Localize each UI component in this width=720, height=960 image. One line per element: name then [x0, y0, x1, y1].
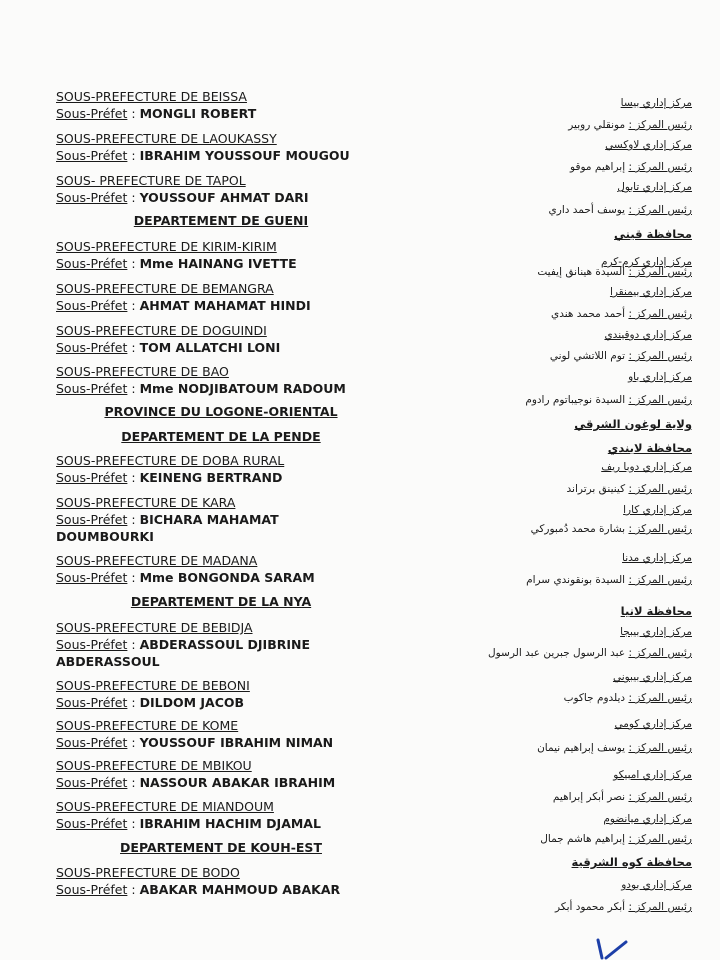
arabic-center-line	[604, 328, 692, 342]
arabic-center-name: مركز إداري تابول	[617, 181, 692, 193]
sous-prefet-line	[56, 774, 386, 791]
sous-prefet-label: Sous-Préfet	[56, 637, 128, 652]
arabic-chief-name: يوسف أحمد داري	[548, 204, 626, 216]
arabic-center-name: مركز إداري بيبوني	[612, 671, 692, 683]
separator: :	[127, 381, 140, 396]
arabic-center-line	[605, 138, 692, 152]
signature-mark	[592, 936, 652, 960]
sous-prefecture-title: SOUS-PREFECTURE DE MBIKOU	[56, 758, 252, 773]
arabic-chief-name: عبد الرسول جبرين عبد الرسول	[487, 647, 626, 659]
arabic-center-line	[621, 96, 692, 110]
separator: :	[127, 882, 140, 897]
arabic-chief-line	[567, 482, 692, 496]
sous-prefet-name: Mme NODJIBATOUM RADOUM	[139, 381, 346, 396]
arabic-chief-label: رئيس المركز :	[628, 833, 692, 845]
separator: :	[127, 340, 140, 355]
arabic-chief-name: ديلدوم جاكوب	[563, 692, 626, 704]
sous-prefet-line	[56, 734, 386, 751]
sous-prefet-line	[56, 636, 386, 653]
arabic-chief-line	[550, 349, 692, 363]
arabic-chief-label: رئيس المركز :	[628, 394, 692, 406]
arabic-chief-name: كينينق برتراند	[566, 483, 626, 495]
arabic-center-line	[601, 460, 692, 474]
arabic-center-name: مركز إداري مدنا	[622, 552, 692, 564]
sous-prefet-name: Mme HAINANG IVETTE	[139, 256, 297, 271]
sous-prefet-line	[56, 881, 386, 898]
arabic-chief-line	[537, 741, 692, 755]
separator: :	[127, 298, 140, 313]
arabic-section-header: محافظة لابندي	[607, 441, 692, 455]
sous-prefet-name: Mme BONGONDA SARAM	[139, 570, 315, 585]
sous-prefecture-title: SOUS-PREFECTURE DE BEBIDJA	[56, 620, 253, 635]
sous-prefet-label: Sous-Préfet	[56, 148, 128, 163]
arabic-center-name: مركز إداري ميانضوم	[603, 813, 692, 825]
arabic-center-line	[623, 503, 692, 517]
sous-prefet-label: Sous-Préfet	[56, 816, 128, 831]
arabic-chief-label: رئيس المركز :	[628, 742, 692, 754]
arabic-chief-label: رئيس المركز :	[628, 523, 692, 535]
section-header: DEPARTEMENT DE GUENI	[133, 213, 309, 228]
sous-prefet-label: Sous-Préfet	[56, 256, 128, 271]
sous-prefet-name: YOUSSOUF IBRAHIM NIMAN	[139, 735, 334, 750]
arabic-chief-line	[551, 307, 692, 321]
arabic-section-header: محافظة قيني	[614, 227, 692, 241]
arabic-chief-label: رئيس المركز :	[628, 692, 692, 704]
sous-prefecture-title: SOUS- PREFECTURE DE TAPOL	[56, 173, 246, 188]
arabic-center-line	[620, 625, 692, 639]
sous-prefet-name-continued: ABDERASSOUL	[56, 654, 160, 669]
sous-prefecture-title: SOUS-PREFECTURE DE BEISSA	[56, 89, 247, 104]
arabic-center-name: مركز إداري لاوكسي	[605, 139, 692, 151]
arabic-chief-line	[553, 790, 692, 804]
arabic-chief-line	[488, 646, 692, 660]
sous-prefecture-entry	[56, 238, 386, 272]
arabic-center-name: مركز إداري دوقيندي	[604, 329, 692, 341]
sous-prefecture-title: SOUS-PREFECTURE DE BEBONI	[56, 678, 250, 693]
arabic-chief-name: السيدة نوجيباتوم رادوم	[525, 394, 626, 406]
sous-prefecture-title: SOUS-PREFECTURE DE DOBA RURAL	[56, 453, 285, 468]
sous-prefecture-entry	[56, 864, 386, 898]
arabic-chief-name: نصر أبكر إبراهيم	[552, 791, 626, 803]
arabic-center-name: مركز إداري كومي	[614, 718, 692, 730]
arabic-chief-label: رئيس المركز :	[628, 161, 692, 173]
arabic-section-header: محافظة لانيا	[620, 604, 692, 618]
arabic-center-name: مركز إداري دوبا ريف	[601, 461, 692, 473]
arabic-chief-name: أبكر محمود أبكر	[554, 901, 626, 913]
section-header: DEPARTEMENT DE LA NYA	[130, 594, 312, 609]
sous-prefet-name: YOUSSOUF AHMAT DARI	[139, 190, 309, 205]
section-header: DEPARTEMENT DE LA PENDE	[121, 429, 321, 444]
arabic-chief-line	[555, 900, 692, 914]
separator: :	[127, 735, 140, 750]
sous-prefet-name: DILDOM JACOB	[139, 695, 245, 710]
sous-prefet-name: AHMAT MAHAMAT HINDI	[139, 298, 311, 313]
arabic-section-header: محافظة كوه الشرقية	[571, 855, 692, 869]
arabic-chief-line	[564, 691, 692, 705]
arabic-chief-label: رئيس المركز :	[628, 901, 692, 913]
arabic-center-line	[621, 878, 692, 892]
arabic-center-line	[613, 670, 692, 684]
arabic-chief-label: رئيس المركز :	[628, 119, 692, 131]
sous-prefecture-entry	[56, 757, 386, 791]
arabic-chief-label: رئيس المركز :	[628, 350, 692, 362]
arabic-chief-line	[526, 573, 692, 587]
sous-prefet-name: TOM ALLATCHI LONI	[139, 340, 281, 355]
sous-prefet-label: Sous-Préfet	[56, 570, 128, 585]
sous-prefet-label: Sous-Préfet	[56, 470, 128, 485]
section-header: PROVINCE DU LOGONE-ORIENTAL	[104, 404, 338, 419]
separator: :	[127, 816, 140, 831]
sous-prefecture-entry	[56, 552, 386, 586]
arabic-center-line	[617, 180, 692, 194]
sous-prefecture-title: SOUS-PREFECTURE DE MADANA	[56, 553, 258, 568]
arabic-chief-name: السيدة هينانق إيفيت	[537, 266, 626, 278]
arabic-chief-name: بشارة محمد دُمبوركي	[530, 523, 626, 535]
sous-prefet-name: MONGLI ROBERT	[139, 106, 257, 121]
arabic-center-line	[603, 812, 692, 826]
arabic-chief-label: رئيس المركز :	[628, 204, 692, 216]
sous-prefet-label: Sous-Préfet	[56, 190, 128, 205]
sous-prefet-label: Sous-Préfet	[56, 340, 128, 355]
arabic-chief-label: رئيس المركز :	[628, 791, 692, 803]
section-header: DEPARTEMENT DE KOUH-EST	[120, 840, 322, 855]
sous-prefecture-entry	[56, 494, 386, 545]
sous-prefet-label: Sous-Préfet	[56, 381, 128, 396]
separator: :	[127, 190, 140, 205]
arabic-center-name: مركز إداري بيبجا	[620, 626, 692, 638]
sous-prefet-line	[56, 297, 386, 314]
sous-prefecture-entry	[56, 130, 386, 164]
sous-prefecture-title: SOUS-PREFECTURE DE KIRIM-KIRIM	[56, 239, 277, 254]
sous-prefecture-title: SOUS-PREFECTURE DE BAO	[56, 364, 229, 379]
arabic-center-name: مركز إداري باو	[628, 371, 692, 383]
arabic-center-line	[622, 551, 692, 565]
sous-prefet-name: IBRAHIM HACHIM DJAMAL	[139, 816, 321, 831]
arabic-center-line	[613, 768, 692, 782]
arabic-chief-name: توم اللاتشي لوني	[549, 350, 626, 362]
arabic-chief-line	[531, 522, 692, 536]
arabic-center-line	[628, 370, 692, 384]
sous-prefet-name: ABAKAR MAHMOUD ABAKAR	[139, 882, 341, 897]
sous-prefet-name: BICHARA MAHAMAT	[139, 512, 279, 527]
sous-prefecture-entry	[56, 677, 386, 711]
sous-prefecture-title: SOUS-PREFECTURE DE BODO	[56, 865, 240, 880]
separator: :	[127, 637, 140, 652]
sous-prefecture-entry	[56, 452, 386, 486]
arabic-center-name: مركز إداري كرم-كرم	[600, 256, 692, 268]
arabic-chief-line	[540, 832, 692, 846]
arabic-chief-name: يوسف إبراهيم نيمان	[537, 742, 626, 754]
arabic-chief-label: رئيس المركز :	[628, 574, 692, 586]
arabic-chief-name: إبراهيم موقو	[570, 161, 626, 173]
sous-prefet-line	[56, 105, 386, 122]
arabic-chief-line	[570, 160, 692, 174]
separator: :	[127, 775, 140, 790]
sous-prefet-line	[56, 255, 386, 272]
sous-prefet-name-continued: DOUMBOURKI	[56, 529, 154, 544]
arabic-chief-name: أحمد محمد هندي	[551, 308, 626, 320]
sous-prefecture-title: SOUS-PREFECTURE DE MIANDOUM	[56, 799, 274, 814]
sous-prefecture-entry	[56, 322, 386, 356]
sous-prefet-line	[56, 469, 386, 486]
arabic-chief-name: السيدة بونقوندي سرام	[526, 574, 626, 586]
sous-prefet-label: Sous-Préfet	[56, 735, 128, 750]
sous-prefecture-entry	[56, 363, 386, 397]
sous-prefet-line	[56, 511, 386, 528]
separator: :	[127, 695, 140, 710]
sous-prefet-name: KEINENG BERTRAND	[139, 470, 283, 485]
sous-prefet-name: ABDERASSOUL DJIBRINE	[139, 637, 311, 652]
sous-prefet-label: Sous-Préfet	[56, 882, 128, 897]
arabic-chief-name: إبراهيم هاشم جمال	[540, 833, 626, 845]
arabic-center-name: مركز إداري بودو	[621, 879, 692, 891]
sous-prefecture-entry	[56, 619, 386, 670]
arabic-center-name: مركز إداري كارا	[623, 504, 692, 516]
sous-prefecture-entry	[56, 717, 386, 751]
arabic-center-name: مركز إداري امبيكو	[613, 769, 692, 781]
sous-prefet-label: Sous-Préfet	[56, 512, 128, 527]
arabic-chief-line	[549, 203, 692, 217]
arabic-chief-label: رئيس المركز :	[628, 483, 692, 495]
sous-prefecture-title: SOUS-PREFECTURE DE LAOUKASSY	[56, 131, 277, 146]
arabic-center-name: مركز إداري بيسا	[620, 97, 692, 109]
arabic-section-header: ولاية لوغون الشرقي	[574, 417, 692, 431]
arabic-chief-label: رئيس المركز :	[628, 647, 692, 659]
sous-prefecture-title: SOUS-PREFECTURE DE BEMANGRA	[56, 281, 274, 296]
sous-prefecture-title: SOUS-PREFECTURE DE KOME	[56, 718, 239, 733]
arabic-center-line	[615, 717, 692, 731]
sous-prefet-line	[56, 569, 386, 586]
sous-prefet-label: Sous-Préfet	[56, 775, 128, 790]
arabic-chief-label: رئيس المركز :	[628, 266, 692, 278]
sous-prefecture-entry	[56, 798, 386, 832]
sous-prefecture-title: SOUS-PREFECTURE DE DOGUINDI	[56, 323, 267, 338]
sous-prefecture-entry	[56, 172, 386, 206]
sous-prefet-line	[56, 694, 386, 711]
sous-prefet-label: Sous-Préfet	[56, 106, 128, 121]
arabic-chief-line	[537, 265, 692, 279]
sous-prefet-line	[56, 147, 386, 164]
sous-prefecture-title: SOUS-PREFECTURE DE KARA	[56, 495, 236, 510]
separator: :	[127, 470, 140, 485]
sous-prefet-line	[56, 189, 386, 206]
separator: :	[127, 512, 140, 527]
sous-prefet-line	[56, 339, 386, 356]
sous-prefet-name: NASSOUR ABAKAR IBRAHIM	[139, 775, 336, 790]
arabic-chief-line	[525, 393, 692, 407]
separator: :	[127, 148, 140, 163]
separator: :	[127, 106, 140, 121]
separator: :	[127, 570, 140, 585]
arabic-chief-label: رئيس المركز :	[628, 308, 692, 320]
sous-prefet-line	[56, 380, 386, 397]
sous-prefet-line	[56, 815, 386, 832]
arabic-chief-line	[568, 118, 692, 132]
sous-prefet-label: Sous-Préfet	[56, 298, 128, 313]
separator: :	[127, 256, 140, 271]
arabic-center-name: مركز إداري بيمنقرا	[609, 286, 692, 298]
sous-prefecture-entry	[56, 88, 386, 122]
sous-prefet-label: Sous-Préfet	[56, 695, 128, 710]
sous-prefet-name: IBRAHIM YOUSSOUF MOUGOU	[139, 148, 350, 163]
sous-prefecture-entry	[56, 280, 386, 314]
arabic-center-line	[610, 285, 692, 299]
arabic-chief-name: مونقلي روبير	[568, 119, 626, 131]
